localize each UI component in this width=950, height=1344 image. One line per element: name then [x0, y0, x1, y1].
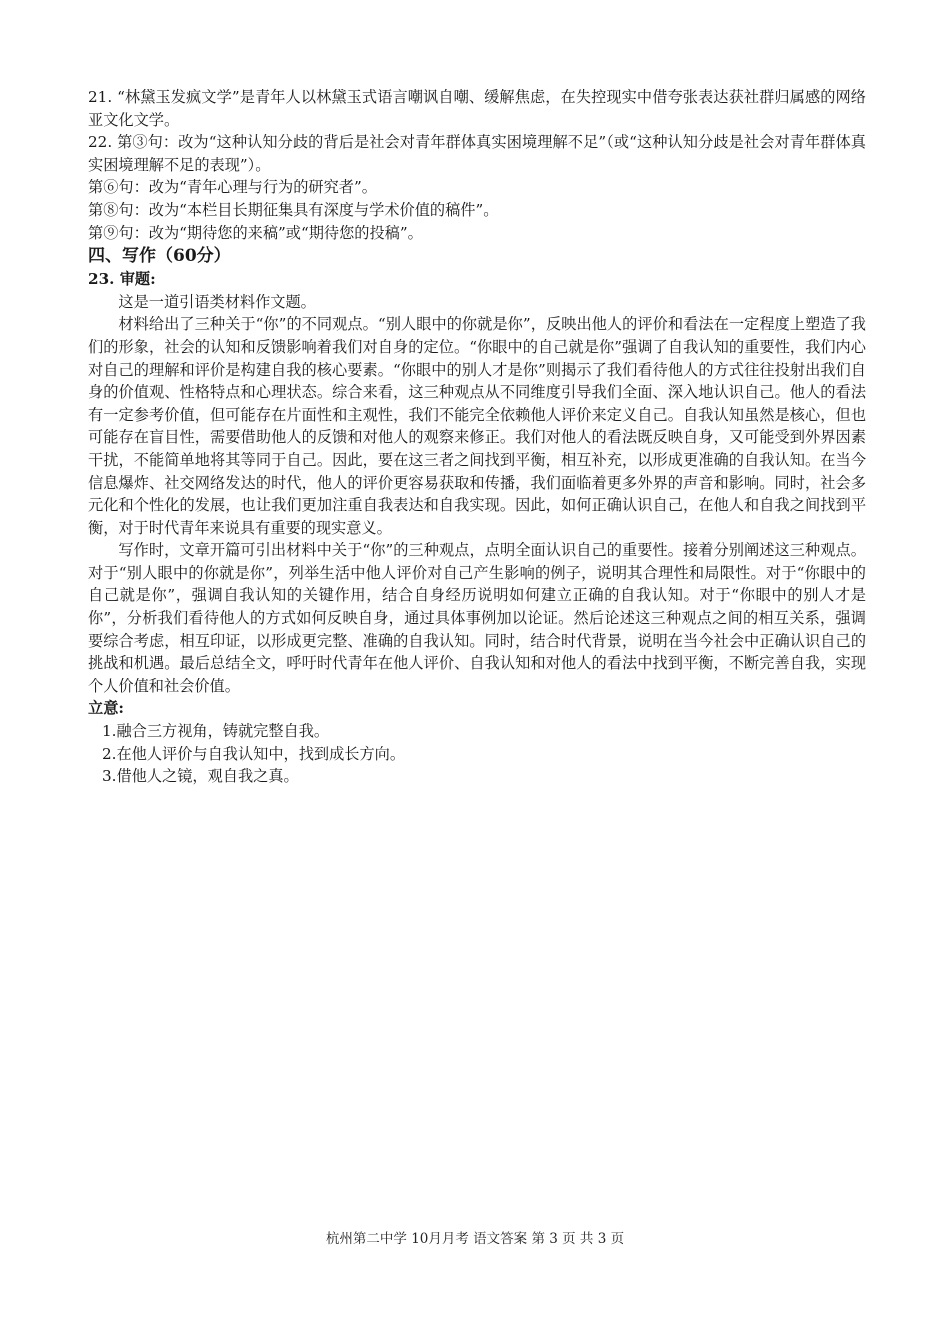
q22-line-2: 第⑥句：改为“青年心理与行为的研究者”。 [88, 178, 377, 197]
liyi-label: 立意: [88, 699, 124, 718]
liyi-item-1: 1.融合三方视角，铸就完整自我。 [102, 722, 330, 741]
liyi-item-3: 3.借他人之镜，观自我之真。 [102, 767, 299, 786]
q23-label: 23. 审题: [88, 270, 156, 289]
page-footer: 杭州第二中学 10月月考 语文答案 第 3 页 共 3 页 [325, 1231, 625, 1247]
q22-line-3: 第⑧句：改为“本栏目长期征集具有深度与学术价值的稿件”。 [88, 200, 499, 219]
q22-line-4: 第⑨句：改为“期待您的来稿”或“期待您的投稿”。 [88, 223, 423, 242]
q23-paragraph-3: 写作时，文章开篇可引出材料中关于“你”的三种观点，点明全面认识自己的重要性。接着分别阐述这三种观点。对于“别人眼中的你就是你”，列举生活中他人评价对自己产生影响的例子，说明其合理性和局限性。对于“你眼中的自己就是你”，强调自我认知的关键作用，结合自身经历说明如何建立正确的自我认知。对于“你眼中的别人才是你”，分析我们看待他人的方式如何反映自身，通过具体事例加以论证。然后论述这三种观点之间的相互关系，强调要综合考虑，相互印证，以形成更完整、准确的自我认知。同时，结合时代背景，说明在当今社会中正确认识自己的挑战和机遇。最后总结全文，呼吁时代青年在他人评价、自我认知和对他人的看法中找到平衡，不断完善自我，实现个人价值和社会价值。 [88, 541, 866, 695]
section-heading-writing: 四、写作（60分） [88, 246, 231, 267]
q22-line-1: 22. 第③句：改为“这种认知分歧的背后是社会对青年群体真实困境理解不足”（或“这种认知分歧是社会对青年群体真实困境理解不足的表现”）。 [88, 133, 866, 174]
liyi-item-2: 2.在他人评价与自我认知中，找到成长方向。 [102, 744, 406, 763]
q21-answer: 21. “林黛玉发疯文学”是青年人以林黛玉式语言嘲讽自嘲、缓解焦虑，在失控现实中借夸张表达获社群归属感的网络亚文化文学。 [88, 88, 866, 129]
q23-paragraph-1: 这是一道引语类材料作文题。 [118, 292, 316, 311]
answer-page [88, 86, 866, 788]
q23-paragraph-2: 材料给出了三种关于“你”的不同观点。“别人眼中的你就是你”，反映出他人的评价和看法在一定程度上塑造了我们的形象，社会的认知和反馈影响着我们对自身的定位。“你眼中的自己就是你”强调了自我认知的重要性，我们内心对自己的理解和评价是构建自我的核心要素。“你眼中的别人才是你”则揭示了我们看待他人的方式往往投射出我们自身的价值观、性格特点和心理状态。综合来看，这三种观点从不同维度引导我们全面、深入地认识自己。他人的看法有一定参考价值，但可能存在片面性和主观性，我们不能完全依赖他人评价来定义自己。自我认知虽然是核心，但也可能存在盲目性，需要借助他人的反馈和对他人的观察来修正。我们对他人的看法既反映自身，又可能受到外界因素干扰，不能简单地将其等同于自己。因此，要在这三者之间找到平衡，相互补充，以形成更准确的自我认知。在当今信息爆炸、社交网络发达的时代，他人的评价更容易获取和传播，我们面临着更多外界的声音和影响。同时，社会多元化和个性化的发展，也让我们更加注重自我表达和自我实现。因此，如何正确认识自己，在他人和自我之间找到平衡，对于时代青年来说具有重要的现实意义。 [88, 315, 866, 537]
